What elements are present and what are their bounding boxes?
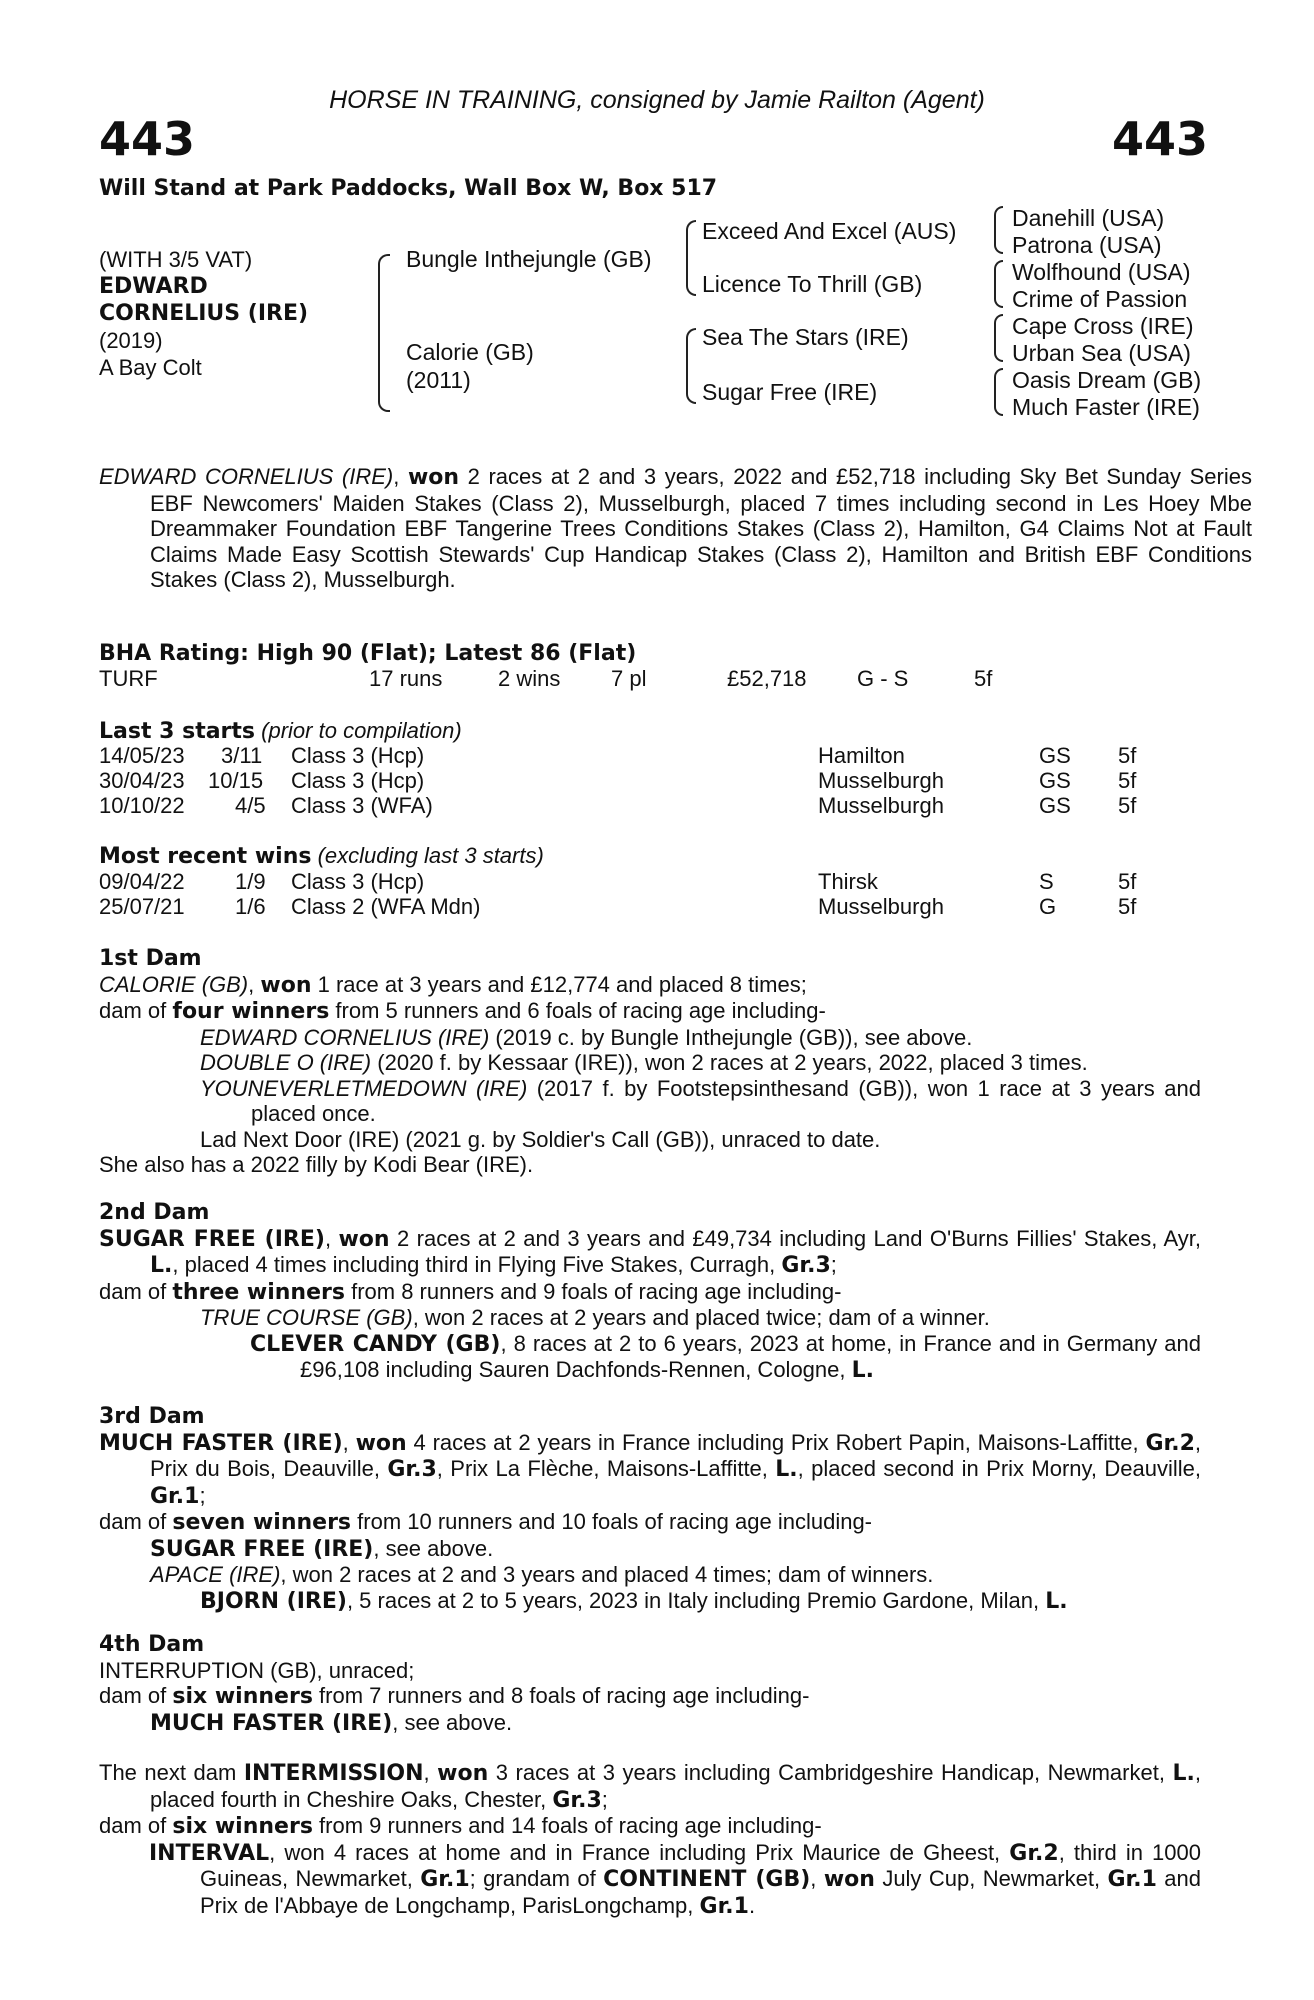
pedigree-sire-sire: Exceed And Excel (AUS) (702, 218, 957, 244)
row-race: Class 3 (Hcp) (291, 869, 425, 894)
row-date: 14/05/23 (99, 743, 185, 768)
group-label: Gr.1 (699, 1893, 749, 1919)
row-date: 30/04/23 (99, 768, 185, 793)
last3-heading-line (99, 718, 462, 744)
dam-of-label: dam of (99, 998, 173, 1023)
pedigree-brace-dd (994, 368, 1003, 416)
last3-note: (prior to compilation) (261, 718, 462, 743)
progeny-name: SUGAR FREE (IRE) (150, 1536, 374, 1562)
first-dam-produce-summary: from 5 runners and 6 foals of racing age including- (329, 998, 826, 1023)
won-label: won (260, 972, 312, 998)
fourth-dam-line: INTERRUPTION (GB), unraced; (99, 1657, 415, 1683)
row-going: G (1039, 894, 1057, 919)
progeny-text: , third in 1000 Guineas, Newmarket, (200, 1839, 1202, 1891)
dam-of-label: dam of (99, 1683, 173, 1708)
progeny-text: ; grandam of (469, 1866, 604, 1891)
row-position: 1/9 (235, 869, 266, 894)
group-label: Gr.3 (781, 1253, 831, 1278)
row-race: Class 3 (WFA) (291, 793, 433, 818)
listed-label: L. (1172, 1761, 1195, 1786)
listed-label: L. (775, 1457, 798, 1482)
group-label: Gr.3 (387, 1457, 437, 1482)
page-header: HORSE IN TRAINING, consigned by Jamie Railton (Agent) (329, 86, 985, 114)
won-label: won (355, 1430, 407, 1456)
progeny-text: (2019 c. by Bungle Inthejungle (GB)), see above. (489, 1024, 973, 1050)
pedigree-brace-ss (994, 206, 1003, 254)
grand-progeny-name: CLEVER CANDY (GB) (250, 1331, 501, 1357)
pedigree-sire-dam: Licence To Thrill (GB) (702, 271, 923, 297)
first-dam-name: CALORIE (GB) (99, 971, 249, 997)
grand-progeny-name: BJORN (IRE) (200, 1588, 347, 1614)
fourth-dam-section (99, 1632, 1201, 1736)
listed-label: L. (851, 1358, 875, 1383)
race-summary: EDWARD CORNELIUS (IRE), won 2 races at 2 and 3 years, 2022 and £52,718 including Sky Bet Sunday Series EBF Newcomers' Maiden Stakes (Class 2), Musselburgh, placed 7 times including second in Les Hoey Mbe Dreammaker Foundation EBF Tangerine Trees Conditions Stakes (Class 2), Hamilton, G4 Claims Not at Fault Claims Made Easy Scottish Stewards' Cup Handicap Stakes (Class 2), Hamilton and British EBF Conditions Stakes (Class 2), Musselburgh. (99, 464, 1252, 592)
row-course: Musselburgh (818, 793, 944, 818)
pedigree-dam: Calorie (GB) (406, 339, 534, 365)
second-dam-heading: 2nd Dam (99, 1200, 210, 1225)
fourth-dam-produce-summary: from 7 runners and 8 foals of racing age including- (312, 1683, 810, 1708)
row-going: GS (1039, 768, 1071, 793)
dam-of-label: dam of (99, 1509, 173, 1534)
third-dam-record: , Prix du Bois, Deauville, (150, 1429, 1202, 1481)
row-position: 1/6 (235, 894, 266, 919)
next-dam-record: , placed fourth in Cheshire Oaks, Chester, (150, 1760, 1201, 1812)
recent-wins-note: (excluding last 3 starts) (317, 843, 544, 868)
listed-label: L. (1045, 1588, 1068, 1614)
third-dam-record: 4 races at 2 years in France including Prix Robert Papin, Maisons-Laffitte, (406, 1429, 1146, 1455)
horse-identity (99, 246, 308, 381)
pedigree-brace-sd (994, 260, 1003, 308)
progeny-text: , see above. (392, 1709, 513, 1735)
third-dam-section: 3rd Dam MUCH FASTER (IRE), won 4 races at 2 years in France including Prix Robert Papin, Maisons-Laffitte, Gr.2, Prix du Bois, Deauville, Gr.3, Prix La Flèche, Maisons-Laffitte, L., placed second in Prix Morny, Deauville, Gr.1; dam of seven winners from 10 runners and 10 foals of racing age including- SUGAR FREE (IRE), see above. APACE (IRE), won 2 races at 2 and 3 years and placed 4 times; dam of winners. BJORN (IRE), 5 races at 2 to 5 years, 2023 in Italy including Premio Gardone, Milan, L. (99, 1404, 1202, 1614)
row-course: Musselburgh (818, 894, 944, 919)
next-dam-section: The next dam INTERMISSION, won 3 races at 3 years including Cambridgeshire Handicap, Newmarket, L., placed fourth in Cheshire Oaks, Chester, Gr.3; dam of six winners from 9 runners and 14 foals of racing age including- INTERVAL, won 4 races at home and in France including Prix Maurice de Gheest, Gr.2, third in 1000 Guineas, Newmarket, Gr.1; grandam of CONTINENT (GB), won July Cup, Newmarket, Gr.1 and Prix de l'Abbaye de Longchamp, ParisLongchamp, Gr.1. (99, 1760, 1202, 1919)
row-race: Class 3 (Hcp) (291, 768, 425, 793)
next-dam-intro: The next dam (99, 1760, 244, 1785)
row-distance: 5f (1118, 894, 1137, 919)
lot-number-left: 443 (99, 112, 196, 166)
progeny-name: INTERVAL (149, 1840, 270, 1866)
turf-distance: 5f (974, 666, 993, 691)
row-distance: 5f (1118, 793, 1137, 818)
group-label: Gr.2 (1009, 1840, 1059, 1866)
row-course: Musselburgh (818, 768, 944, 793)
row-course: Thirsk (818, 869, 878, 894)
winners-count: four winners (172, 999, 330, 1024)
pedigree-dam-year: (2011) (406, 367, 471, 393)
horse-year: (2019) (99, 328, 163, 353)
first-dam-also-note: She also has a 2022 filly by Kodi Bear (IRE). (99, 1152, 534, 1177)
progeny-text: , won 4 races at home and in France including Prix Maurice de Gheest, (269, 1839, 1010, 1865)
listed-label: L. (150, 1253, 173, 1278)
turf-runs: 17 runs (369, 666, 443, 691)
progeny-text: , won 2 races at 2 years and placed twice; dam of a winner. (412, 1305, 990, 1330)
recent-wins-heading-line (99, 843, 544, 869)
progeny-name: TRUE COURSE (GB) (200, 1305, 413, 1330)
fourth-dam-heading: 4th Dam (99, 1632, 205, 1657)
recent-wins-heading: Most recent wins (99, 844, 312, 869)
second-dam-name: SUGAR FREE (IRE) (99, 1226, 325, 1252)
next-dam-name: INTERMISSION (243, 1761, 424, 1786)
row-date: 10/10/22 (99, 793, 185, 818)
grand-progeny-name: CONTINENT (GB) (603, 1867, 811, 1892)
group-label: Gr.1 (150, 1483, 200, 1509)
turf-surface: TURF (99, 666, 158, 691)
row-going: GS (1039, 793, 1071, 818)
progeny-name: EDWARD CORNELIUS (IRE) (200, 1024, 490, 1050)
summary-horse-name: EDWARD CORNELIUS (IRE) (99, 464, 394, 489)
pedigree-brace-sire (686, 220, 696, 296)
pedigree-dam-sire: Sea The Stars (IRE) (702, 324, 909, 350)
turf-going: G - S (857, 666, 909, 691)
punctuation: . (748, 1892, 756, 1918)
punctuation: ; (601, 1786, 608, 1812)
progeny-text: , see above. (373, 1535, 494, 1561)
turf-wins: 2 wins (498, 666, 561, 691)
progeny-text: and Prix de l'Abbaye de Longchamp, ParisLongchamp, (200, 1866, 1201, 1918)
row-distance: 5f (1118, 743, 1137, 768)
grand-progeny-text: , 8 races at 2 to 6 years, 2023 at home, in France and in Germany and £96,108 including Sauren Dachfonds-Rennen, Cologne, (300, 1330, 1201, 1382)
group-label: Gr.1 (420, 1867, 470, 1892)
turf-placed: 7 pl (611, 666, 647, 691)
winners-count: six winners (172, 1684, 313, 1709)
pedigree-sss: Danehill (USA) (1012, 205, 1165, 231)
next-dam-record: 3 races at 3 years including Cambridgeshire Handicap, Newmarket, (488, 1760, 1173, 1785)
row-distance: 5f (1118, 768, 1137, 793)
won-label: won (437, 1761, 489, 1786)
next-dam-produce-summary: from 9 runners and 14 foals of racing age including- (312, 1813, 822, 1838)
progeny-text: (2017 f. by Footstepsinthesand (GB)), won 1 race at 3 years and placed once. (251, 1075, 1201, 1126)
progeny-name: APACE (IRE) (150, 1562, 281, 1587)
horse-description: A Bay Colt (99, 355, 202, 380)
pedigree-sds: Wolfhound (USA) (1012, 259, 1191, 285)
lot-number-right: 443 (1111, 112, 1208, 166)
summary-text: 2 races at 2 and 3 years, 2022 and £52,718 including Sky Bet Sunday Series EBF Newcomers' Maiden Stakes (Class 2), Musselburgh, placed 7 times including second in Les Hoey Mbe Dreammaker Foundation EBF Tangerine Trees Conditions Stakes (Class 2), Hamilton, G4 Claims Not at Fault Claims Made Easy Scottish Stewards' Cup Handicap Stakes (Class 2), Hamilton and British EBF Conditions Stakes (Class 2), Musselburgh. (150, 464, 1252, 592)
second-dam-record: , placed 4 times including third in Flying Five Stakes, Curragh, (172, 1252, 782, 1277)
winners-count: seven winners (172, 1510, 352, 1535)
punctuation: ; (830, 1252, 837, 1277)
progeny-line: Lad Next Door (IRE) (2021 g. by Soldier's Call (GB)), unraced to date. (200, 1126, 881, 1152)
winners-count: three winners (172, 1279, 345, 1305)
grand-progeny-text: , 5 races at 2 to 5 years, 2023 in Italy including Premio Gardone, Milan, (346, 1587, 1046, 1613)
horse-name-line2: CORNELIUS (IRE) (99, 301, 309, 326)
second-dam-produce-summary: from 8 runners and 9 foals of racing age including- (344, 1278, 842, 1304)
second-dam-section: 2nd Dam SUGAR FREE (IRE), won 2 races at 2 and 3 years and £49,734 including Land O'Burns Fillies' Stakes, Ayr, L., placed 4 times including third in Flying Five Stakes, Curragh, Gr.3; dam of three winners from 8 runners and 9 foals of racing age including- TRUE COURSE (GB), won 2 races at 2 years and placed twice; dam of a winner. CLEVER CANDY (GB), 8 races at 2 to 6 years, 2023 at home, in France and in Germany and £96,108 including Sauren Dachfonds-Rennen, Cologne, L. (99, 1200, 1201, 1383)
won-label: won (338, 1226, 390, 1252)
third-dam-heading: 3rd Dam (99, 1404, 205, 1429)
third-dam-record: , placed second in Prix Morny, Deauville, (797, 1456, 1201, 1481)
pedigree-sdd: Crime of Passion (1012, 286, 1188, 312)
row-position: 4/5 (235, 793, 266, 818)
won-label: won (823, 1867, 875, 1892)
group-label: Gr.3 (552, 1787, 602, 1813)
pedigree-dam-dam: Sugar Free (IRE) (702, 379, 878, 405)
last3-heading: Last 3 starts (99, 719, 256, 744)
first-dam-section: 1st Dam CALORIE (GB), won 1 race at 3 years and £12,774 and placed 8 times; dam of four winners from 5 runners and 6 foals of racing age including- EDWARD CORNELIUS (IRE) (2019 c. by Bungle Inthejungle (GB)), see above. DOUBLE O (IRE) (2020 f. by Kessaar (IRE)), won 2 races at 2 years, 2022, placed 3 times. YOUNEVERLETMEDOWN (IRE) (2017 f. by Footstepsinthesand (GB)), won 1 race at 3 years and placed once. Lad Next Door (IRE) (2021 g. by Soldier's Call (GB)), unraced to date. She also has a 2022 filly by Kodi Bear (IRE). (99, 946, 1201, 1177)
progeny-name: DOUBLE O (IRE) (200, 1050, 372, 1075)
row-going: S (1039, 869, 1054, 894)
row-position: 10/15 (208, 768, 264, 793)
group-label: Gr.1 (1107, 1867, 1157, 1892)
progeny-name: MUCH FASTER (IRE) (150, 1710, 393, 1736)
progeny-text: (2020 f. by Kessaar (IRE)), won 2 races at 2 years, 2022, placed 3 times. (371, 1050, 1088, 1075)
row-date: 09/04/22 (99, 869, 185, 894)
horse-name-line1: EDWARD (99, 274, 208, 299)
second-dam-record: 2 races at 2 and 3 years and £49,734 including Land O'Burns Fillies' Stakes, Ayr, (389, 1225, 1201, 1251)
turf-prize: £52,718 (727, 666, 807, 691)
progeny-text: July Cup, Newmarket, (874, 1866, 1108, 1891)
pedigree-dds: Oasis Dream (GB) (1012, 367, 1202, 393)
bha-rating-heading: BHA Rating: High 90 (Flat); Latest 86 (Flat) (99, 641, 637, 666)
pedigree-brace-main (378, 254, 390, 412)
pedigree-dss: Cape Cross (IRE) (1012, 313, 1194, 339)
summary-won: won (407, 465, 460, 490)
pedigree-sire: Bungle Inthejungle (GB) (406, 246, 652, 272)
punctuation: ; (199, 1482, 206, 1508)
row-position: 3/11 (221, 743, 263, 768)
row-race: Class 2 (WFA Mdn) (291, 894, 481, 919)
pedigree-brace-dam (686, 328, 696, 404)
dam-of-label: dam of (99, 1278, 173, 1304)
progeny-name: YOUNEVERLETMEDOWN (IRE) (200, 1075, 528, 1101)
row-race: Class 3 (Hcp) (291, 743, 425, 768)
row-distance: 5f (1118, 869, 1137, 894)
group-label: Gr.2 (1145, 1430, 1195, 1456)
stand-location: Will Stand at Park Paddocks, Wall Box W, Box 517 (99, 176, 718, 201)
third-dam-record: , Prix La Flèche, Maisons-Laffitte, (436, 1456, 776, 1481)
third-dam-produce-summary: from 10 runners and 10 foals of racing age including- (351, 1509, 873, 1534)
row-course: Hamilton (818, 743, 905, 768)
row-date: 25/07/21 (99, 894, 185, 919)
pedigree-ssd: Patrona (USA) (1012, 232, 1162, 258)
vat-note: (WITH 3/5 VAT) (99, 247, 253, 272)
third-dam-name: MUCH FASTER (IRE) (99, 1430, 343, 1456)
winners-count: six winners (172, 1814, 313, 1839)
first-dam-heading: 1st Dam (99, 946, 202, 971)
dam-of-label: dam of (99, 1813, 173, 1838)
progeny-text: , won 2 races at 2 and 3 years and placed 4 times; dam of winners. (280, 1562, 934, 1587)
pedigree-dsd: Urban Sea (USA) (1012, 340, 1191, 366)
first-dam-record: 1 race at 3 years and £12,774 and placed 8 times; (311, 971, 807, 997)
turf-record-row (99, 666, 1199, 692)
pedigree-ddd: Much Faster (IRE) (1012, 394, 1200, 420)
punctuation: , (810, 1866, 824, 1891)
row-going: GS (1039, 743, 1071, 768)
pedigree-brace-ds (994, 314, 1003, 362)
